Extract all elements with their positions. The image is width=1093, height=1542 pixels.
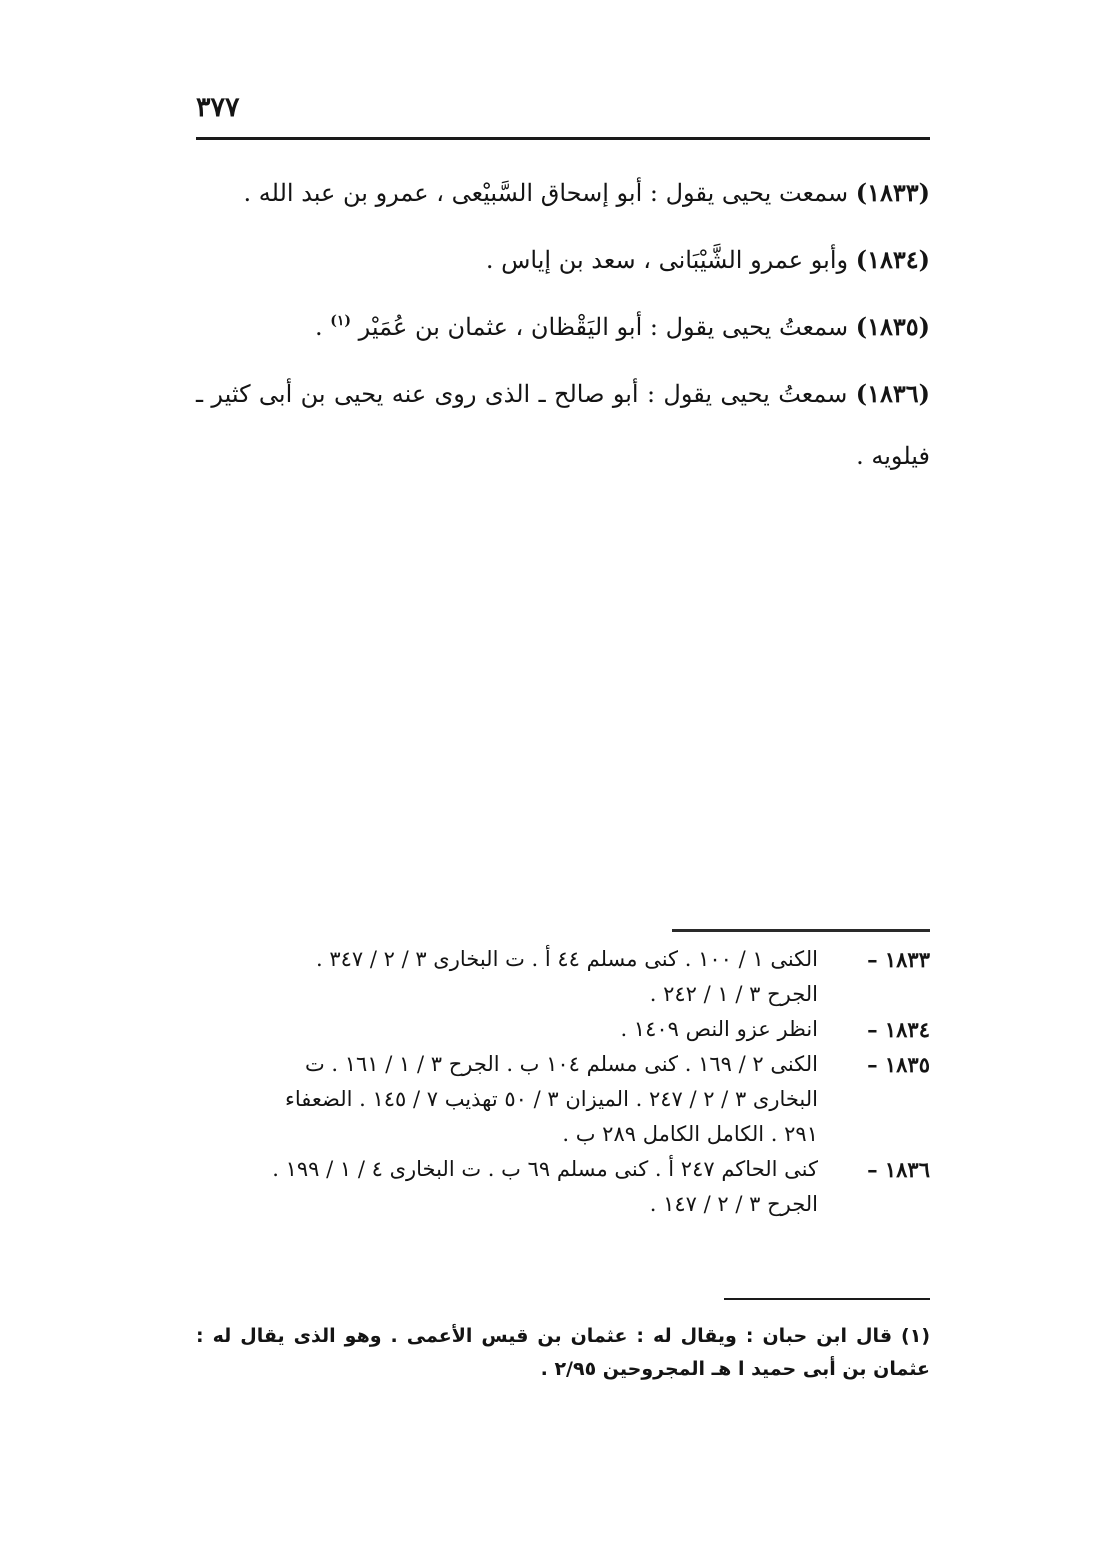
notes-separator xyxy=(672,929,930,932)
paragraph-1833 xyxy=(196,162,930,224)
paragraph-text: وأبو عمرو الشَّيْبَانى ، سعد بن إياس . xyxy=(485,246,849,274)
reference-note-1834 xyxy=(196,1012,930,1047)
reference-line: الجرح ٣ / ٢ / ١٤٧ . xyxy=(649,1192,818,1216)
paragraph-number: (١٨٣٥) xyxy=(855,312,930,341)
footnote-separator xyxy=(724,1298,930,1300)
paragraph-1835 xyxy=(196,296,930,358)
paragraph-text: سمعت يحيى يقول : أبو إسحاق السَّبيْعى ، عمرو بن عبد الله . xyxy=(243,179,849,207)
main-text xyxy=(196,162,930,492)
footnote-marker: (١) xyxy=(330,313,351,329)
reference-note-1836 xyxy=(196,1152,930,1222)
reference-line: البخارى ٣ / ٢ / ٢٤٧ . الميزان ٣ / ٥٠ تهذيب ٧ / ١٤٥ . الضعفاء xyxy=(284,1087,818,1111)
reference-number: ١٨٣٣ – xyxy=(867,947,930,972)
reference-number: ١٨٣٦ – xyxy=(867,1157,930,1182)
paragraph-text: سمعتُ يحيى يقول : أبو صالح ـ الذى روى عنه يحيى بن أبى كثير ـ فيلويه . xyxy=(196,380,930,470)
reference-line: الجرح ٣ / ١ / ٢٤٢ . xyxy=(649,982,818,1006)
reference-line: انظر عزو النص ١٤٠٩ . xyxy=(620,1017,818,1041)
paragraph-1836 xyxy=(196,363,930,487)
reference-line: الكنى ١ / ١٠٠ . كنى مسلم ٤٤ أ . ت البخارى ٣ / ٢ / ٣٤٧ . xyxy=(315,947,818,971)
reference-line: كنى الحاكم ٢٤٧ أ . كنى مسلم ٦٩ ب . ت البخارى ٤ / ١ / ١٩٩ . xyxy=(272,1157,818,1181)
reference-note-1833 xyxy=(196,942,930,1012)
paragraph-1834 xyxy=(196,229,930,291)
reference-line: ٢٩١ . الكامل الكامل ٢٨٩ ب . xyxy=(562,1122,818,1146)
page-number: ٣٧٧ xyxy=(196,92,240,123)
reference-note-1835 xyxy=(196,1047,930,1152)
footnote: (١) قال ابن حبان : ويقال له : عثمان بن قيس الأعمى . وهو الذى يقال له : عثمان بن أبى حميد ا هـ المجروحين ٢/٩٥ . xyxy=(196,1325,930,1380)
reference-number: ١٨٣٤ – xyxy=(867,1017,930,1042)
paragraph-end: . xyxy=(314,313,323,341)
references-section xyxy=(196,942,930,1222)
paragraph-number: (١٨٣٦) xyxy=(855,379,930,408)
reference-number: ١٨٣٥ – xyxy=(867,1052,930,1077)
paragraph-number: (١٨٣٤) xyxy=(855,245,930,274)
reference-line: الكنى ٢ / ١٦٩ . كنى مسلم ١٠٤ ب . الجرح ٣ / ١ / ١٦١ . ت xyxy=(304,1052,818,1076)
paragraph-text: سمعتُ يحيى يقول : أبو اليَقْظان ، عثمان بن عُمَيْر xyxy=(358,313,849,341)
paragraph-number: (١٨٣٣) xyxy=(855,178,930,207)
header-rule xyxy=(196,137,930,140)
